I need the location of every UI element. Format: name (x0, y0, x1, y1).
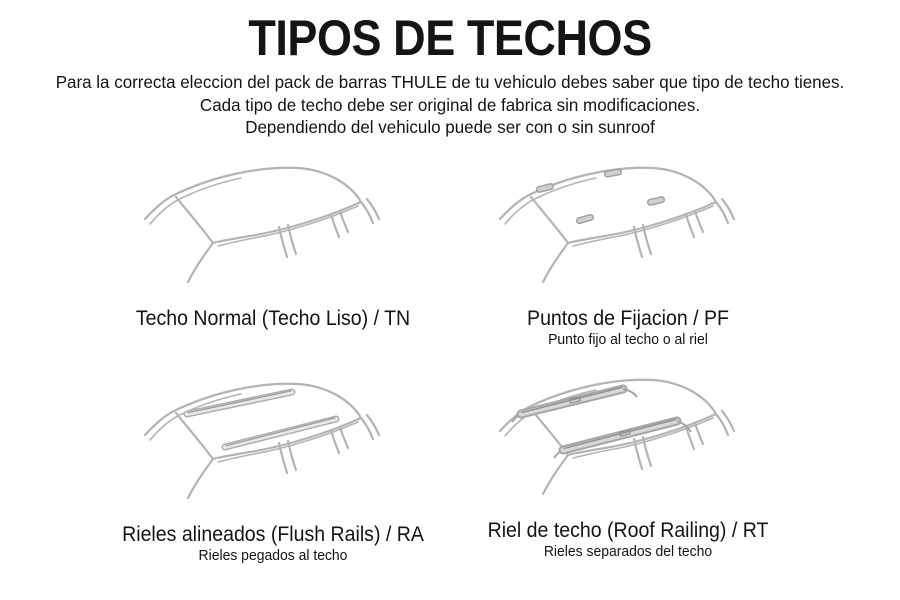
flush-rail-near (225, 418, 336, 447)
fixation-point-pads (536, 169, 665, 224)
roof-type-label-rt: Riel de techo (Roof Railing) / RT (487, 519, 769, 542)
roof-type-sublabel-ra: Rieles pegados al techo (198, 547, 348, 564)
roof-type-label-ra: Rieles alineados (Flush Rails) / RA (122, 523, 424, 546)
roof-with-raised-roof-rails-illustration (463, 369, 793, 519)
plain-smooth-roof-illustration (108, 157, 438, 307)
intro-line-3: Dependiendo del vehiculo puede ser con o sin sunroof (245, 117, 655, 137)
raised-rail-near (554, 419, 691, 458)
roof-type-sublabel-rt: Rieles separados del techo (543, 543, 713, 560)
raised-rail-far (512, 387, 637, 422)
intro-text (14, 71, 887, 139)
roof-type-label-pf: Puntos de Fijacion / PF (527, 307, 729, 330)
roof-with-flush-rails-illustration (108, 373, 438, 523)
intro-line-2: Cada tipo de techo debe ser original de fabrica sin modificaciones. (199, 94, 701, 115)
intro-line-1: Para la correcta eleccion del pack de barras THULE de tu vehiculo debes saber que tipo de techo tienes. (55, 72, 845, 92)
page-title: TIPOS DE TECHOS (248, 10, 652, 66)
roof-type-label-tn: Techo Normal (Techo Liso) / TN (135, 307, 411, 330)
roof-type-sublabel-pf: Punto fijo al techo o al riel (548, 331, 708, 348)
roof-type-figure-pf (413, 157, 843, 349)
roof-type-figure-rt (413, 369, 843, 561)
roof-with-fixation-points-illustration (463, 157, 793, 307)
